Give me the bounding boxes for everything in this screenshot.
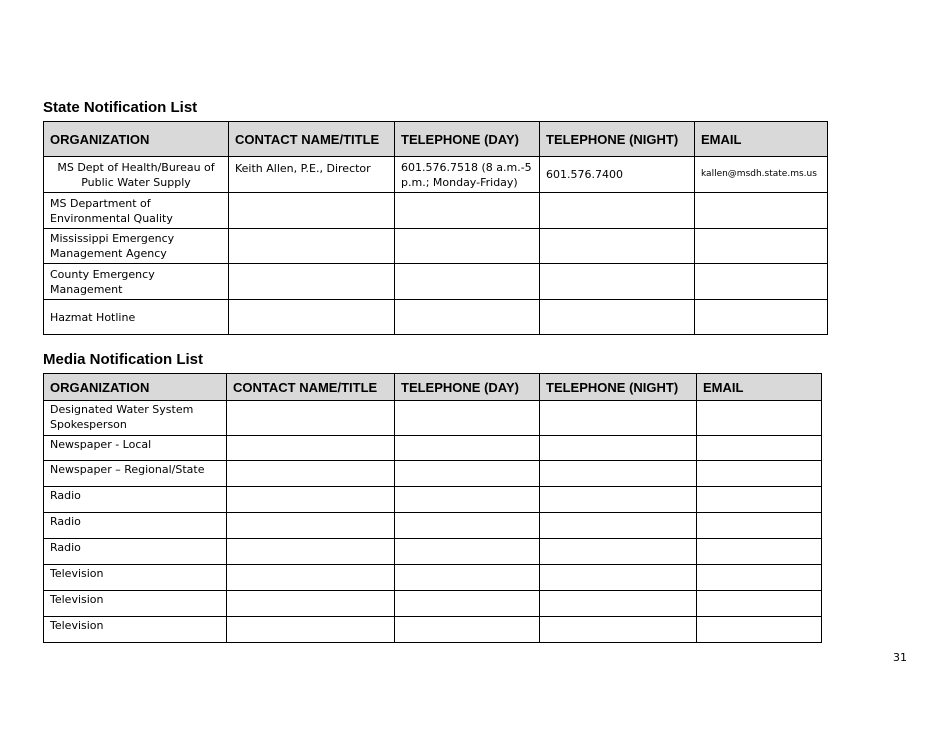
contact-cell <box>227 401 395 436</box>
phone-night-cell <box>540 264 695 300</box>
table-header-row <box>44 374 822 401</box>
phone-day-cell <box>395 539 540 565</box>
page-number: 31 <box>893 651 907 664</box>
email-cell <box>697 539 822 565</box>
organization-cell: Newspaper - Local <box>44 436 227 461</box>
organization-cell: Newspaper – Regional/State <box>44 461 227 487</box>
contact-cell <box>227 565 395 591</box>
column-header-organization: ORGANIZATION <box>44 374 227 401</box>
email-cell <box>697 565 822 591</box>
organization-cell: County Emergency Management <box>44 264 229 300</box>
organization-cell: Radio <box>44 487 227 513</box>
phone-night-cell <box>540 461 697 487</box>
email-cell: kallen@msdh.state.ms.us <box>695 157 828 193</box>
contact-cell <box>227 591 395 617</box>
organization-cell: Designated Water System Spokesperson <box>44 401 227 436</box>
contact-cell: Keith Allen, P.E., Director <box>229 157 395 193</box>
email-cell <box>695 300 828 335</box>
contact-cell <box>229 229 395 264</box>
organization-cell: Mississippi Emergency Management Agency <box>44 229 229 264</box>
phone-night-cell <box>540 436 697 461</box>
phone-day-cell: 601.576.7518 (8 a.m.-5 p.m.; Monday-Friday) <box>395 157 540 193</box>
state-notification-table <box>43 121 828 335</box>
phone-day-cell <box>395 300 540 335</box>
email-cell <box>697 513 822 539</box>
table-row <box>44 264 828 300</box>
contact-cell <box>229 193 395 229</box>
organization-cell: MS Dept of Health/Bureau of Public Water Supply <box>44 157 229 193</box>
email-cell <box>697 487 822 513</box>
table-row <box>44 591 822 617</box>
organization-cell: Television <box>44 591 227 617</box>
column-header-telephone-day: TELEPHONE (DAY) <box>395 122 540 157</box>
column-header-email: EMAIL <box>697 374 822 401</box>
phone-night-cell <box>540 193 695 229</box>
email-cell <box>695 229 828 264</box>
table-row <box>44 539 822 565</box>
table-row <box>44 436 822 461</box>
table-row <box>44 565 822 591</box>
phone-night-cell <box>540 617 697 643</box>
contact-cell <box>227 461 395 487</box>
phone-night-cell <box>540 591 697 617</box>
column-header-telephone-night: TELEPHONE (NIGHT) <box>540 374 697 401</box>
phone-day-cell <box>395 436 540 461</box>
phone-day-cell <box>395 401 540 436</box>
table-row <box>44 193 828 229</box>
column-header-contact: CONTACT NAME/TITLE <box>229 122 395 157</box>
column-header-telephone-night: TELEPHONE (NIGHT) <box>540 122 695 157</box>
phone-day-cell <box>395 617 540 643</box>
phone-night-cell <box>540 300 695 335</box>
table-row <box>44 487 822 513</box>
phone-night-cell <box>540 487 697 513</box>
phone-night-cell <box>540 539 697 565</box>
email-cell <box>697 461 822 487</box>
contact-cell <box>229 300 395 335</box>
phone-night-cell <box>540 513 697 539</box>
table-row <box>44 229 828 264</box>
contact-cell <box>227 513 395 539</box>
column-header-email: EMAIL <box>695 122 828 157</box>
organization-cell: Hazmat Hotline <box>44 300 229 335</box>
phone-day-cell <box>395 565 540 591</box>
organization-cell: Radio <box>44 539 227 565</box>
email-cell <box>697 401 822 436</box>
email-cell <box>697 591 822 617</box>
table-header-row <box>44 122 828 157</box>
organization-cell: MS Department of Environmental Quality <box>44 193 229 229</box>
contact-cell <box>227 436 395 461</box>
phone-day-cell <box>395 264 540 300</box>
column-header-telephone-day: TELEPHONE (DAY) <box>395 374 540 401</box>
email-cell <box>695 264 828 300</box>
contact-cell <box>227 487 395 513</box>
column-header-organization: ORGANIZATION <box>44 122 229 157</box>
phone-day-cell <box>395 513 540 539</box>
phone-night-cell <box>540 401 697 436</box>
contact-cell <box>227 617 395 643</box>
table-row <box>44 401 822 436</box>
table-row <box>44 300 828 335</box>
media-notification-table <box>43 373 822 643</box>
contact-cell <box>229 264 395 300</box>
email-cell <box>695 193 828 229</box>
organization-cell: Television <box>44 565 227 591</box>
phone-day-cell <box>395 229 540 264</box>
organization-cell: Television <box>44 617 227 643</box>
phone-night-cell: 601.576.7400 <box>540 157 695 193</box>
phone-night-cell <box>540 565 697 591</box>
table-row <box>44 513 822 539</box>
table-row <box>44 617 822 643</box>
column-header-contact: CONTACT NAME/TITLE <box>227 374 395 401</box>
phone-day-cell <box>395 193 540 229</box>
phone-day-cell <box>395 591 540 617</box>
media-section-title: Media Notification List <box>43 351 204 368</box>
email-cell <box>697 617 822 643</box>
email-cell <box>697 436 822 461</box>
table-row <box>44 157 828 193</box>
contact-cell <box>227 539 395 565</box>
table-row <box>44 461 822 487</box>
phone-day-cell <box>395 487 540 513</box>
state-section-title: State Notification List <box>43 99 198 116</box>
phone-night-cell <box>540 229 695 264</box>
phone-day-cell <box>395 461 540 487</box>
organization-cell: Radio <box>44 513 227 539</box>
